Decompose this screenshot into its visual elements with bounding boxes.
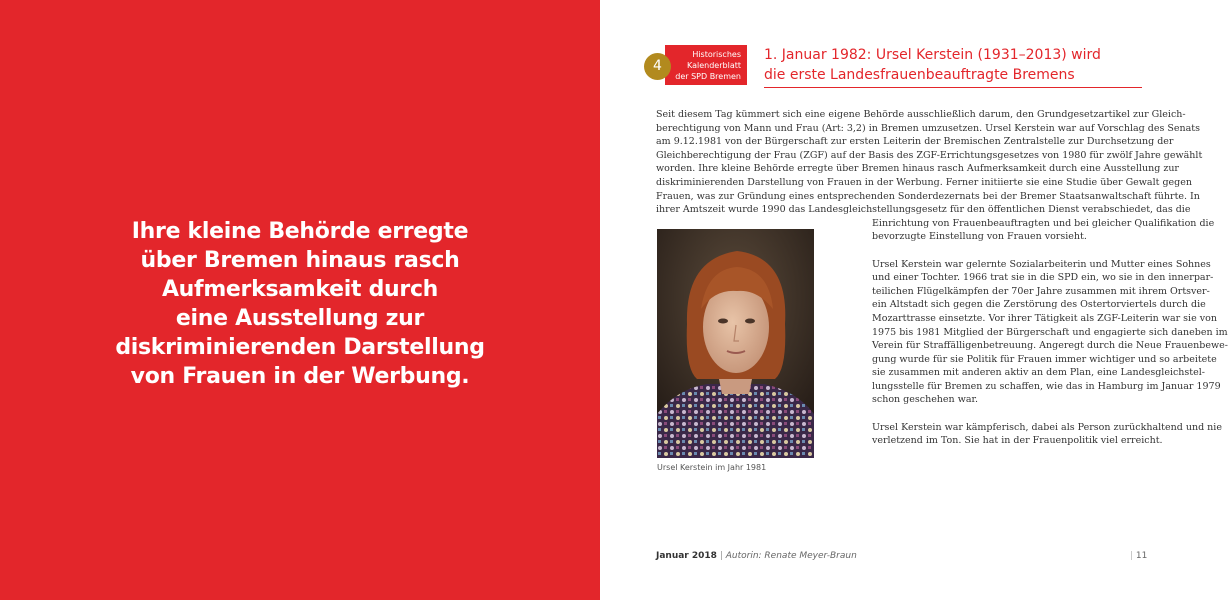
text-line: Verein für Straffälligenbetreuung. Angeregt durch die Neue Frauenbewe-	[872, 340, 1228, 352]
quote-line: eine Ausstellung zur	[175, 306, 425, 331]
text-line: diskriminierenden Darstellung von Frauen in der Werbung. Ferner initiierte sie eine Studie über Gewalt gegen	[656, 176, 1192, 188]
quote-line: diskriminierenden Darstellung	[115, 335, 485, 360]
text-line: schon geschehen war.	[872, 394, 979, 406]
page-number	[1130, 551, 1147, 561]
pull-quote	[65, 217, 535, 391]
badge-line: Historisches	[692, 49, 741, 59]
text-line: Mozarttrasse einsetzte. Vor ihrer Tätigkeit als ZGF-Leiterin war sie von	[872, 312, 1217, 324]
right-page-article	[600, 0, 1228, 600]
left-page-quote-panel	[0, 0, 600, 600]
title-divider	[764, 87, 1142, 88]
page-footer	[656, 551, 857, 561]
text-line: worden. Ihre kleine Behörde erregte über Bremen hinaus rasch Aufmerksamkeit durch eine Ausstellung zur	[656, 163, 1179, 175]
text-line: ihrer Amtszeit wurde 1990 das Landesgleichstellungsgesetz für den öffentlichen Dienst verabschiedet, das die	[656, 204, 1191, 216]
issue-number-badge: 4	[644, 53, 671, 80]
text-line: bevorzugte Einstellung von Frauen vorsieht.	[872, 231, 1087, 243]
title-line: 1. Januar 1982: Ursel Kerstein (1931–2013) wird	[764, 47, 1101, 63]
text-line: Einrichtung von Frauenbeauftragten und bei gleicher Qualifikation die	[872, 217, 1215, 229]
text-line: teilichen Flügelkämpfen der 70er Jahre zusammen mit ihrem Ortsver-	[872, 285, 1210, 297]
photo-caption: Ursel Kerstein im Jahr 1981	[657, 463, 767, 472]
text-line: verletzend im Ton. Sie hat in der Frauenpolitik viel erreicht.	[872, 435, 1163, 447]
quote-line: von Frauen in der Werbung.	[130, 364, 470, 389]
article-title	[764, 45, 1101, 85]
badge-line: Kalenderblatt	[687, 60, 741, 70]
text-line: Ursel Kerstein war kämpferisch, dabei als Person zurückhaltend und nie	[872, 421, 1222, 433]
badge-line: der SPD Bremen	[675, 71, 741, 81]
text-line: berechtigung von Mann und Frau (Art: 3,2) in Bremen umzusetzen. Ursel Kerstein war auf Vorschlag des Senats	[656, 122, 1200, 134]
text-line: 1975 bis 1981 Mitglied der Bürgerschaft und engagierte sich daneben im	[872, 326, 1228, 338]
quote-line: über Bremen hinaus rasch	[140, 248, 460, 273]
footer-month: Januar 2018	[656, 551, 717, 561]
text-line: Seit diesem Tag kümmert sich eine eigene Behörde ausschließlich darum, den Grundgesetzartikel zur Gleich-	[656, 109, 1186, 120]
text-line: Frauen, was zur Gründung eines entsprechenden Sonderdezernats bei der Bremer Staatsanwaltschaft führte. In	[656, 190, 1200, 202]
text-line: am 9.12.1981 von der Bürgerschaft zur ersten Leiterin der Bremischen Zentralstelle zur Durchsetzung der	[656, 136, 1174, 148]
text-line: lungsstelle für Bremen zu schaffen, wie das in Hamburg im Januar 1979	[872, 380, 1221, 392]
text-line: gung wurde für sie Politik für Frauen immer wichtiger und so arbeitete	[872, 353, 1217, 365]
text-line: sie zusammen mit anderen aktiv an dem Plan, eine Landesgleichstel-	[872, 367, 1205, 379]
page-number-separator: |	[1130, 551, 1134, 561]
footer-separator: |	[719, 551, 723, 561]
quote-line: Ihre kleine Behörde erregte	[131, 219, 469, 244]
text-line: Gleichberechtigung der Frau (ZGF) auf der Basis des ZGF-Errichtungsgesetzes von 1980 für zwölf Jahre gewählt	[656, 149, 1203, 161]
series-badge	[665, 45, 747, 85]
text-line: Ursel Kerstein war gelernte Sozialarbeiterin und Mutter eines Sohnes	[872, 258, 1211, 270]
page-number-value: 11	[1135, 551, 1148, 561]
title-line: die erste Landesfrauenbeauftragte Bremens	[764, 67, 1075, 83]
portrait-photo	[657, 229, 814, 458]
quote-line: Aufmerksamkeit durch	[161, 277, 439, 302]
footer-author: Autorin: Renate Meyer-Braun	[725, 551, 857, 561]
text-line: ein Altstadt sich gegen die Zerstörung des Ostertorviertels durch die	[872, 299, 1206, 311]
text-line: und einer Tochter. 1966 trat sie in die SPD ein, wo sie in den innerpar-	[872, 272, 1214, 284]
